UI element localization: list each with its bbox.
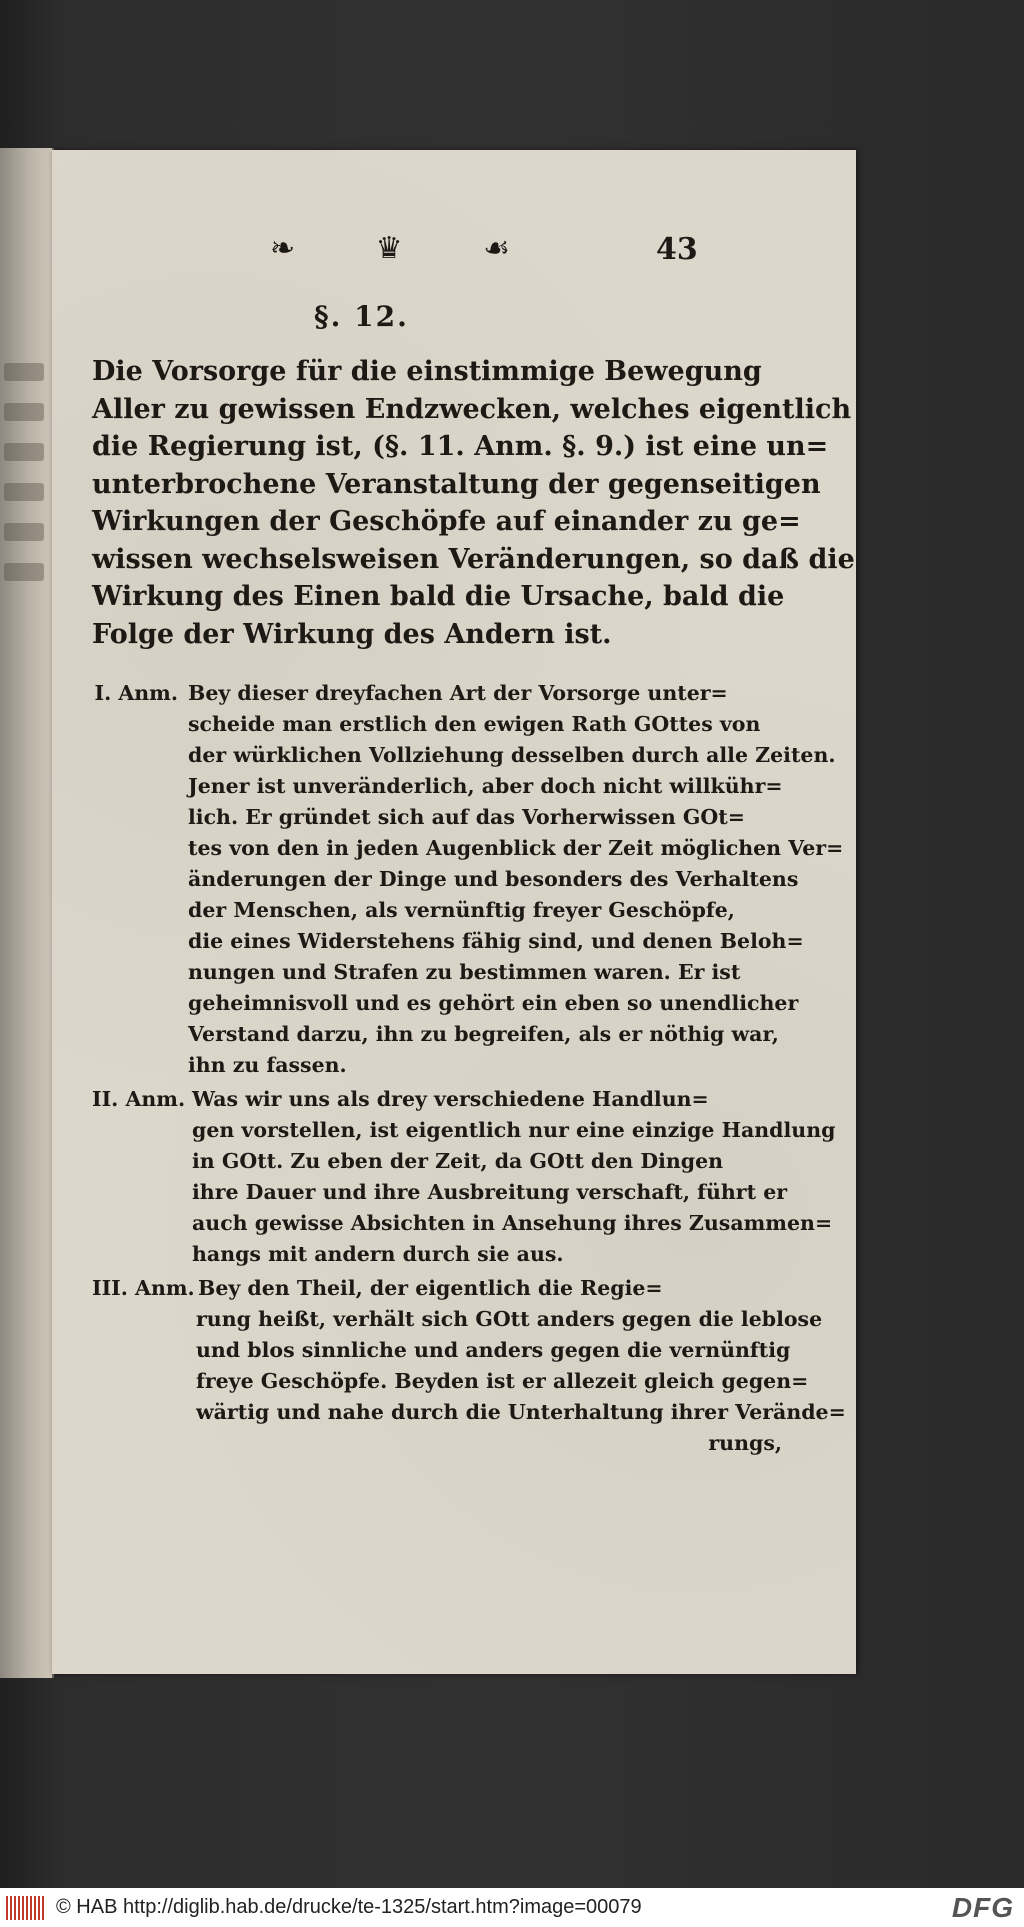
text-line: Was wir uns als drey verschiedene Handlun=: [192, 1087, 709, 1111]
text-line: lich. Er gründet sich auf das Vorherwissen GOt=: [188, 805, 745, 829]
barcode-icon: [6, 1896, 46, 1920]
text-line: hangs mit andern durch sie aus.: [192, 1242, 564, 1266]
text-line: die eines Widerstehens fähig sind, und denen Beloh=: [188, 929, 804, 953]
text-line: Bey den Theil, der eigentlich die Regie=: [198, 1276, 663, 1300]
text-line: ihre Dauer und ihre Ausbreitung verschaft, führt er: [192, 1180, 788, 1204]
text-line: freye Geschöpfe. Beyden ist er allezeit gleich gegen=: [196, 1369, 809, 1393]
text-line: gen vorstellen, ist eigentlich nur eine einzige Handlung: [192, 1118, 836, 1142]
text-line: Verstand darzu, ihn zu begreifen, als er nöthig war,: [188, 1022, 779, 1046]
bleed-through-mark: [4, 563, 44, 581]
header-ornament: [270, 230, 510, 266]
bleed-through-mark: [4, 483, 44, 501]
footer-copyright-link[interactable]: © HAB http://diglib.hab.de/drucke/te-1325/start.htm?image=00079: [56, 1896, 642, 1918]
bleed-through-mark: [4, 363, 44, 381]
annotations: [92, 678, 846, 1462]
dfg-logo: DFG: [951, 1891, 1014, 1923]
text-line: rung heißt, verhält sich GOtt anders gegen die leblose: [196, 1307, 823, 1331]
annotation-2: [92, 1084, 836, 1270]
book-page: [52, 150, 856, 1674]
crown-ornament-icon: ♛: [375, 230, 403, 266]
catchword: rungs,: [708, 1431, 782, 1455]
text-line: nungen und Strafen zu bestimmen waren. Er ist: [188, 960, 741, 984]
text-line: wärtig und nahe durch die Unterhaltung ihrer Verände=: [196, 1400, 846, 1424]
annotation-1: [92, 678, 844, 1081]
main-paragraph: [92, 353, 855, 653]
text-line: Wirkung des Einen bald die Ursache, bald die: [92, 581, 785, 612]
text-line: Die Vorsorge für die einstimmige Bewegung: [92, 356, 762, 387]
text-line: Bey dieser dreyfachen Art der Vorsorge unter=: [188, 681, 728, 705]
text-line: Aller zu gewissen Endzwecken, welches eigentlich: [92, 393, 852, 425]
text-line: Folge der Wirkung des Andern ist.: [92, 618, 612, 650]
text-line: der würklichen Vollziehung desselben durch alle Zeiten.: [188, 743, 836, 767]
annotation-3: [92, 1273, 846, 1459]
text-line: wissen wechselsweisen Veränderungen, so daß die: [92, 543, 855, 575]
bleed-through-mark: [4, 443, 44, 461]
text-line: geheimnisvoll und es gehört ein eben so unendlicher: [188, 991, 799, 1015]
annotation-mark: II. Anm.: [92, 1087, 186, 1111]
text-line: scheide man erstlich den ewigen Rath GOttes von: [188, 712, 761, 736]
previous-page-edge: [0, 148, 54, 1678]
text-line: ihn zu fassen.: [188, 1053, 347, 1077]
footer-bar: [0, 1888, 1024, 1927]
text-line: die Regierung ist, (§. 11. Anm. §. 9.) ist eine un=: [92, 431, 829, 462]
section-heading: §. 12.: [314, 300, 409, 333]
text-line: tes von den in jeden Augenblick der Zeit möglichen Ver=: [188, 836, 844, 860]
page-number: 43: [656, 232, 698, 267]
text-line: Jener ist unveränderlich, aber doch nicht willkühr=: [188, 774, 783, 798]
annotation-mark: I. Anm.: [94, 681, 178, 705]
annotation-mark: III. Anm.: [92, 1276, 195, 1300]
text-line: in GOtt. Zu eben der Zeit, da GOtt den Dingen: [192, 1149, 724, 1173]
text-line: änderungen der Dinge und besonders des Verhaltens: [188, 867, 799, 891]
text-line: und blos sinnliche und anders gegen die vernünftig: [196, 1338, 791, 1362]
bleed-through-mark: [4, 403, 44, 421]
text-line: Wirkungen der Geschöpfe auf einander zu ge=: [92, 506, 801, 537]
bleed-through-mark: [4, 523, 44, 541]
ornament-right-icon: ☙: [483, 230, 510, 266]
text-line: auch gewisse Absichten in Ansehung ihres Zusammen=: [192, 1211, 833, 1235]
text-line: unterbrochene Veranstaltung der gegenseitigen: [92, 468, 821, 500]
ornament-left-icon: ❧: [270, 230, 296, 266]
text-line: der Menschen, als vernünftig freyer Geschöpfe,: [188, 898, 735, 922]
